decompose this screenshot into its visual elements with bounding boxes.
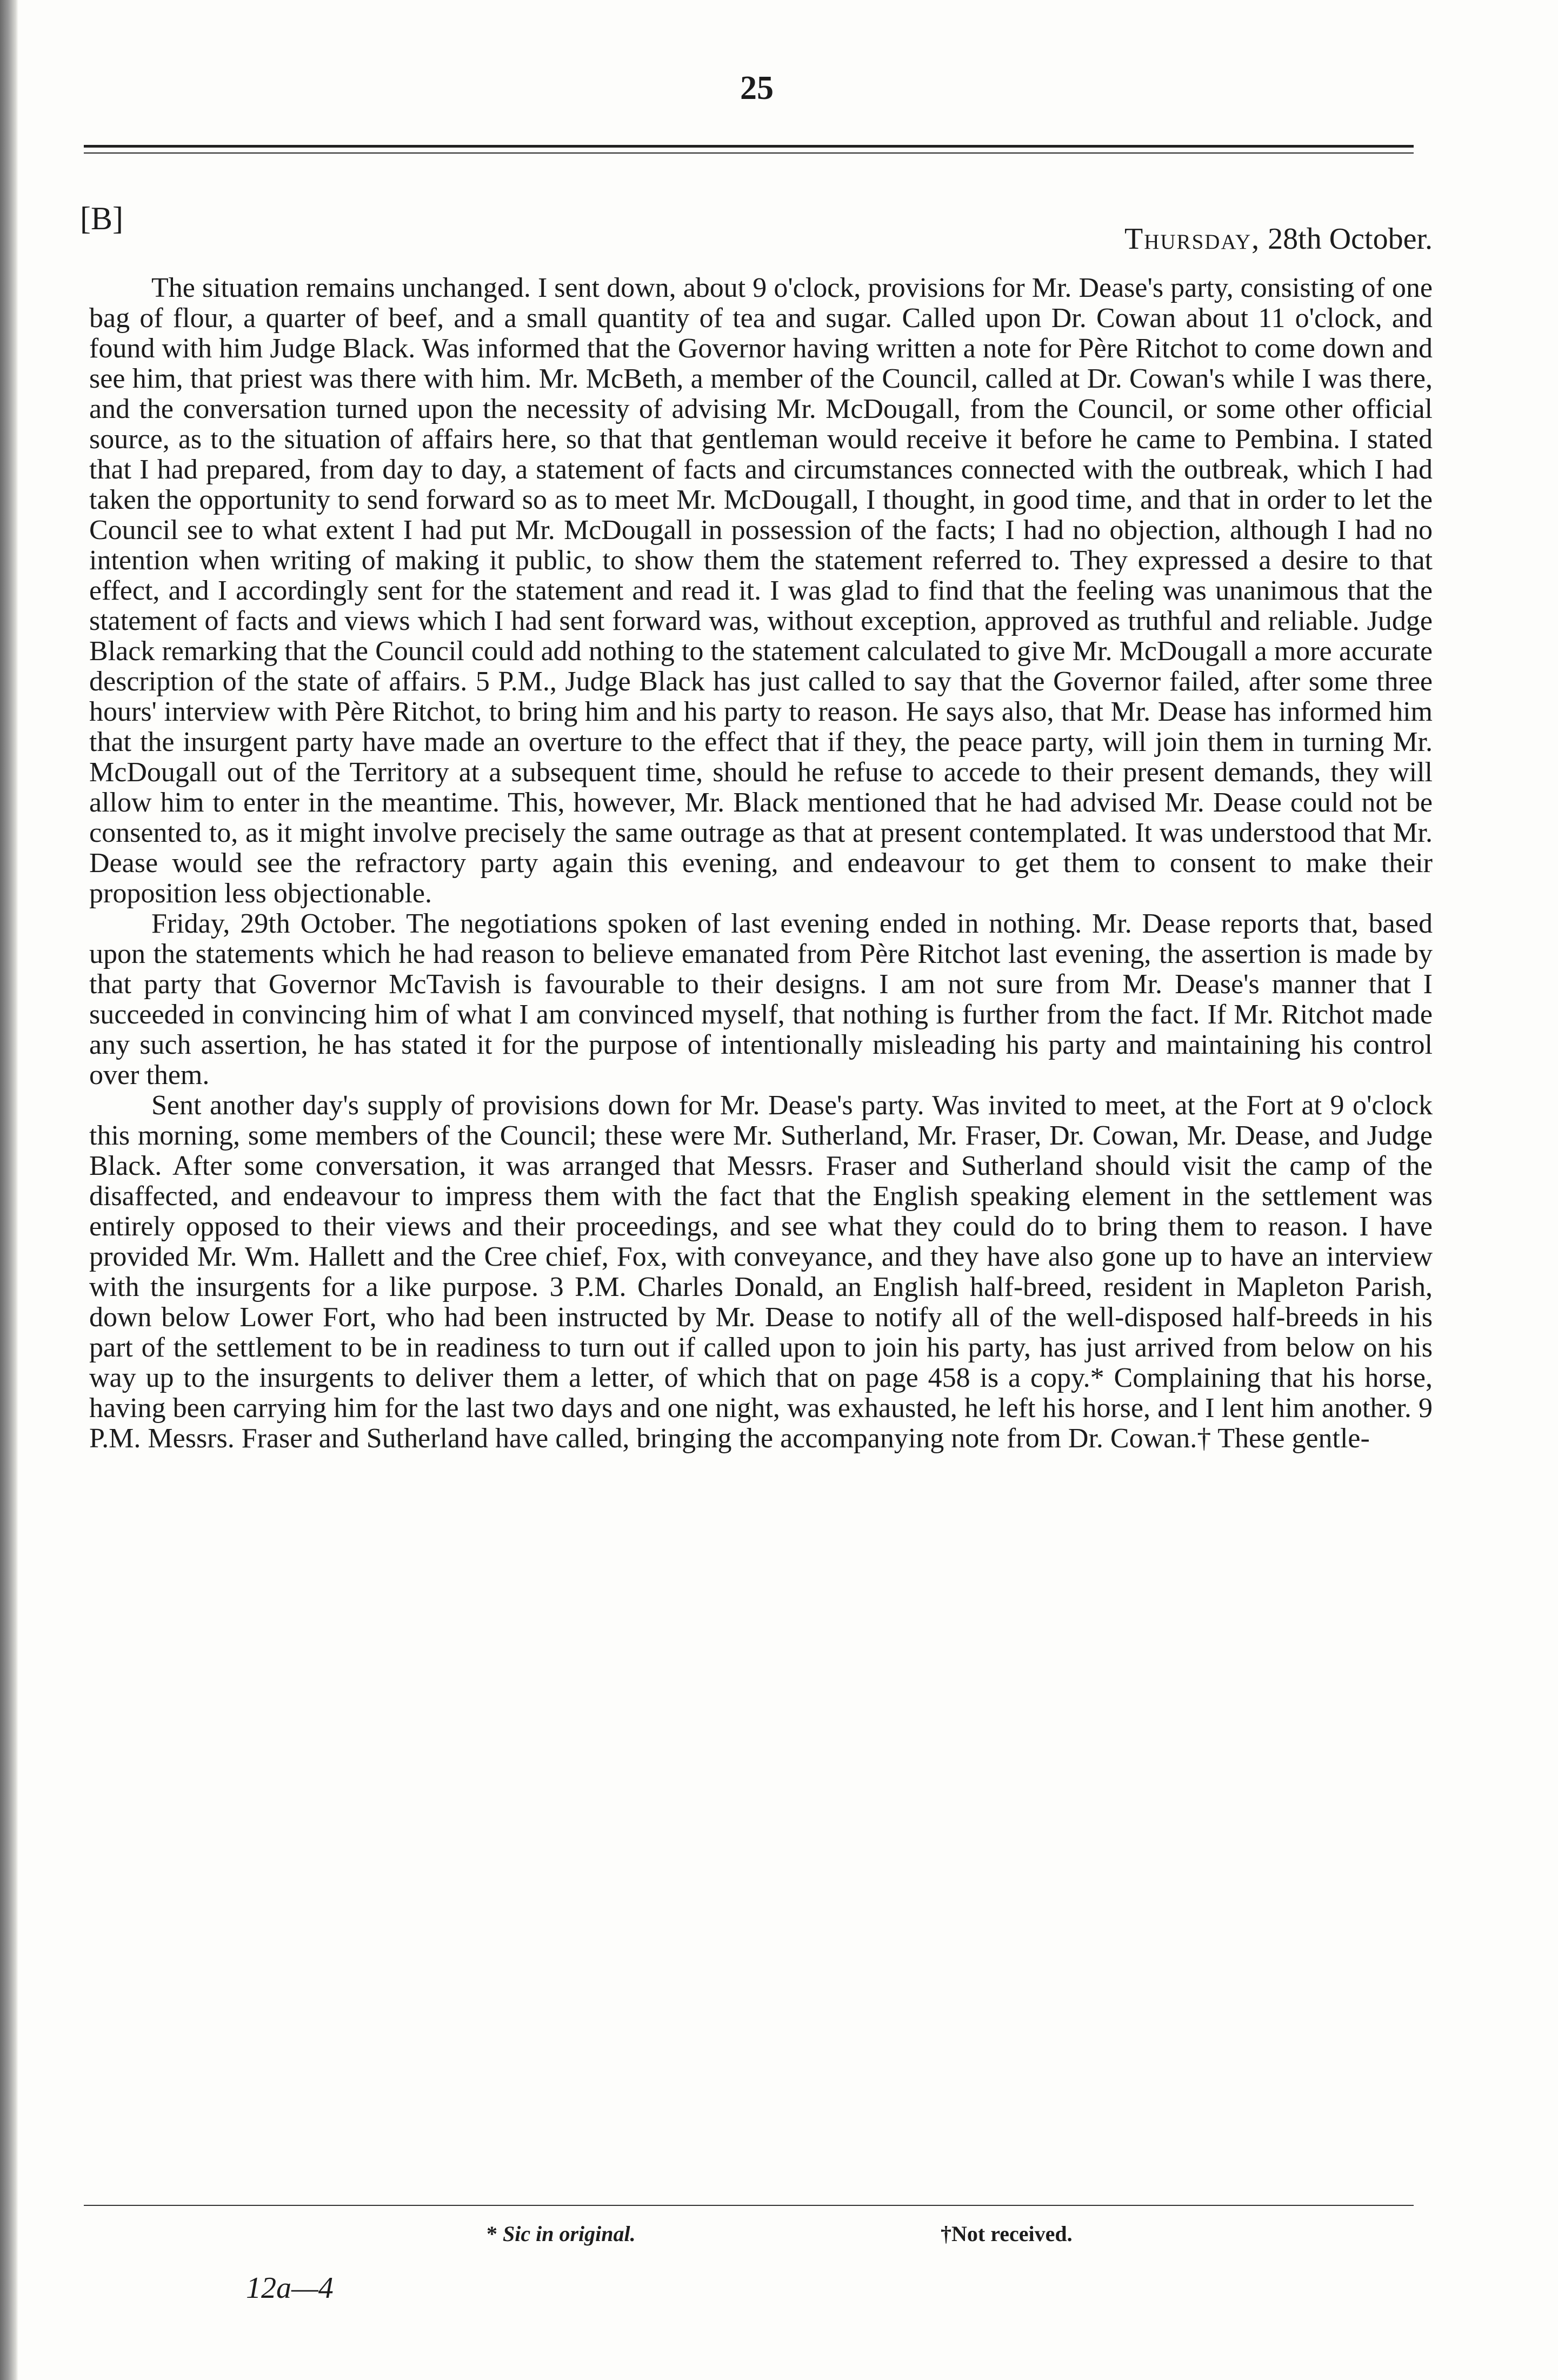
footnote-rule <box>84 2205 1414 2206</box>
body-text <box>89 273 1433 1454</box>
header-rule-thin <box>84 152 1414 154</box>
paragraph-friday: Friday, 29th October. The negotiations spoken of last evening ended in nothing. Mr. Dease reports that, based upon the statements which he had reason to believe emanated from Père Ritchot last evening, the assertion is made by that party that Governor McTavish is favourable to their designs. I am not sure from Mr. Dease's manner that I succeeded in convincing him of what I am convinced myself, that nothing is further from the fact. If Mr. Ritchot made any such assertion, he has stated it for the purpose of intentionally misleading his party and maintaining his control over them. <box>89 908 1433 1091</box>
section-mark: [B] <box>80 201 123 236</box>
header-rule-thick <box>84 145 1414 148</box>
signature-mark: 12a—4 <box>246 2271 334 2305</box>
binding-edge <box>0 0 18 2380</box>
dateline-date: 28th October. <box>1268 222 1433 256</box>
page-number: 25 <box>740 70 774 107</box>
paragraph-thursday: The situation remains unchanged. I sent down, about 9 o'clock, provisions for Mr. Dease's party, consisting of one bag of flour, a quarter of beef, and a small quantity of tea and sugar. Called upon Dr. Cowan about 11 o'clock, and found with him Judge Black. Was informed that the Governor having written a note for Père Ritchot to come down and see him, that priest was there with him. Mr. McBeth, a member of the Council, called at Dr. Cowan's while I was there, and the conversation turned upon the necessity of advising Mr. McDougall, from the Council, or some other official source, as to the situation of affairs here, so that that gentleman would receive it before he came to Pembina. I stated that I had prepared, from day to day, a statement of facts and circumstances connected with the outbreak, which I had taken the opportunity to send forward so as to meet Mr. McDougall, I thought, in good time, and that in order to let the Council see to what extent I had put Mr. McDougall in possession of the facts; I had no objection, although I had no intention when writing of making it public, to show them the statement referred to. They expressed a desire to that effect, and I accordingly sent for the statement and read it. I was glad to find that the feeling was unanimous that the statement of facts and views which I had sent forward was, without exception, approved as truthful and reliable. Judge Black remarking that the Council could add nothing to the statement calculated to give Mr. McDougall a more accurate description of the state of affairs. 5 P.M., Judge Black has just called to say that the Governor failed, after some three hours' interview with Père Ritchot, to bring him and his party to reason. He says also, that Mr. Dease has informed him that the insurgent party have made an overture to the effect that if they, the peace party, will join them in turning Mr. McDougall out of the Territory at a subsequent time, should he refuse to accede to their present demands, they will allow him to enter in the meantime. This, however, Mr. Black mentioned that he had advised Mr. Dease could not be consented to, as it might involve precisely the same outrage as that at present contemplated. It was understood that Mr. Dease would see the refractory party again this evening, and endeavour to get them to consent to make their proposition less objectionable. <box>89 272 1433 909</box>
footnote-not-received: †Not received. <box>941 2222 1073 2246</box>
footnote-sic-marker: * <box>487 2222 497 2246</box>
dateline <box>1124 222 1433 256</box>
footnote-sic-text: Sic in original. <box>503 2222 636 2246</box>
footnote-sic <box>487 2221 636 2246</box>
paragraph-provisions: Sent another day's supply of provisions down for Mr. Dease's party. Was invited to meet, at the Fort at 9 o'clock this morning, some members of the Council; these were Mr. Sutherland, Mr. Fraser, Dr. Cowan, Mr. Dease, and Judge Black. After some conversation, it was arranged that Messrs. Fraser and Sutherland should visit the camp of the disaffected, and endeavour to impress them with the fact that the English speaking element in the settlement was entirely opposed to their views and their proceedings, and see what they could do to bring them to reason. I have provided Mr. Wm. Hallett and the Cree chief, Fox, with conveyance, and they have also gone up to have an interview with the insurgents for a like purpose. 3 P.M. Charles Donald, an English half-breed, resident in Mapleton Parish, down below Lower Fort, who had been instructed by Mr. Dease to notify all of the well-disposed half-breeds in his part of the settlement to be in readiness to turn out if called upon to join his party, has just arrived from below on his way up to the insurgents to deliver them a letter, of which that on page 458 is a copy.* Complaining that his horse, having been carrying him for the last two days and one night, was exhausted, he left his horse, and I lent him another. 9 P.M. Messrs. Fraser and Sutherland have called, bringing the accompanying note from Dr. Cowan.† These gentle- <box>89 1090 1433 1454</box>
dateline-day: Thursday, <box>1124 222 1261 256</box>
